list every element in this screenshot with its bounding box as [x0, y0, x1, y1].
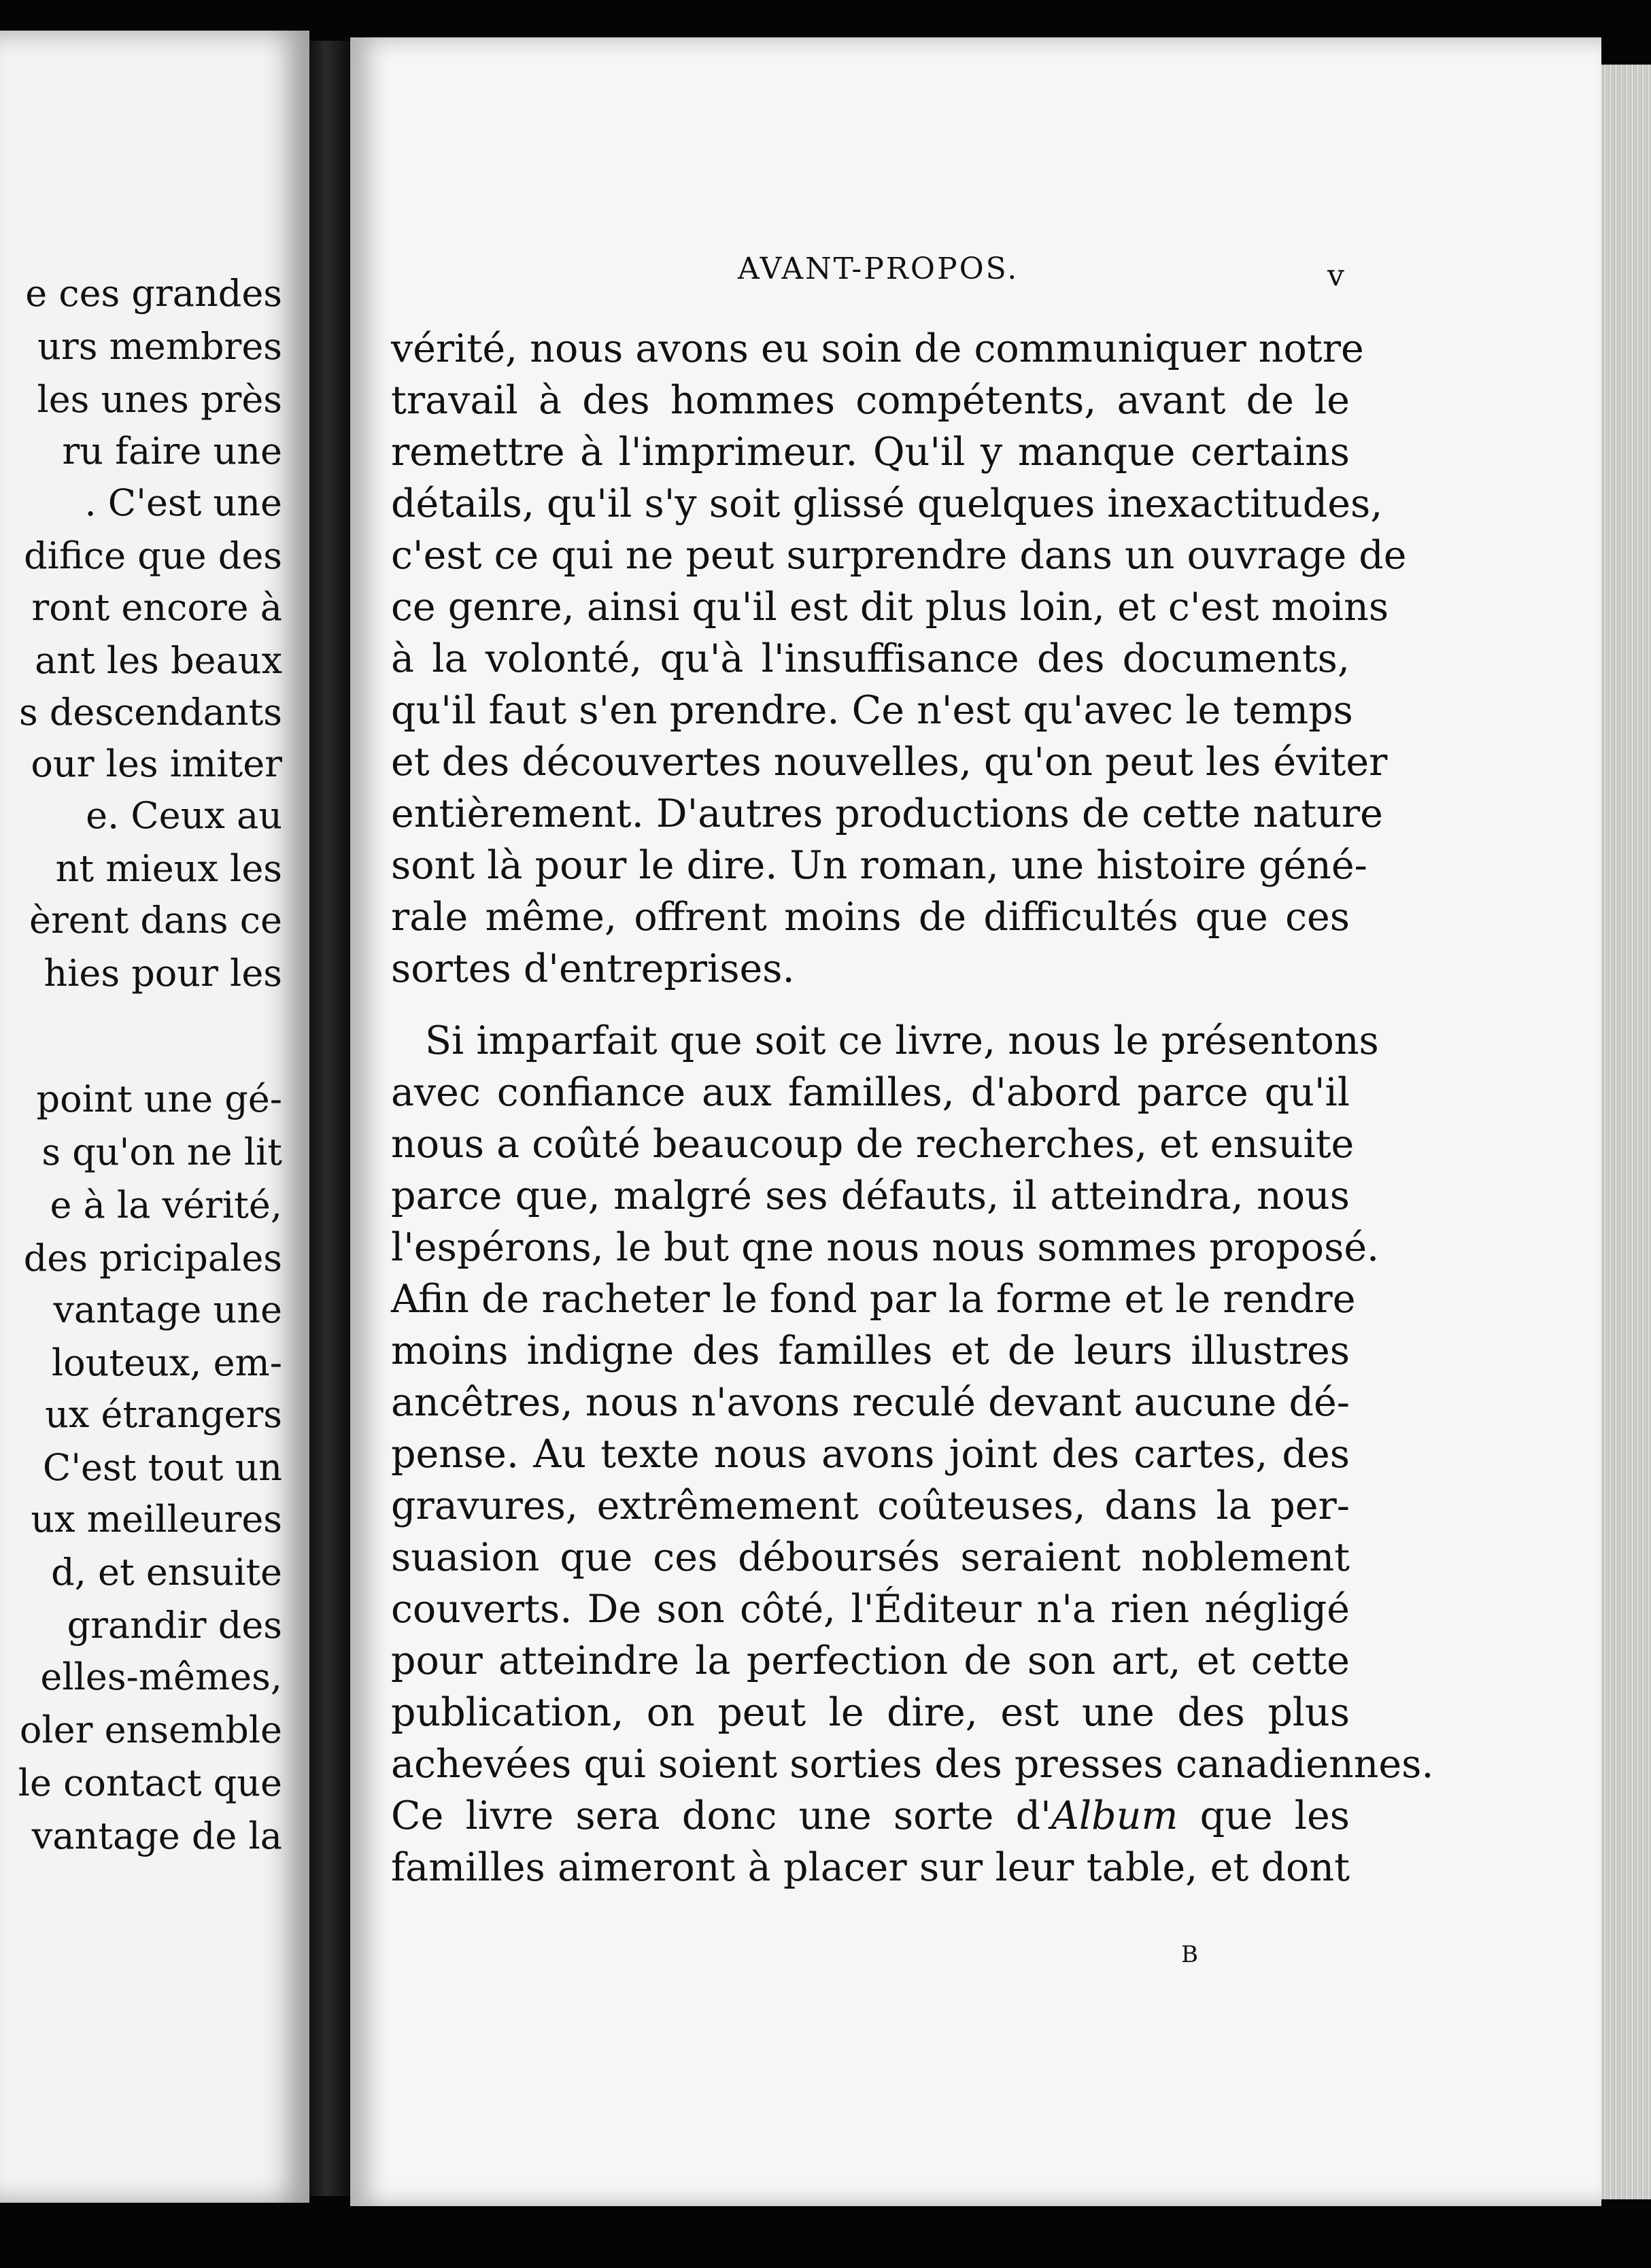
left-text-line: our les imiter — [31, 742, 282, 785]
paragraph1-line: travail à des hommes compétents, avant de le — [391, 378, 1350, 423]
running-title: AVANT-PROPOS. — [738, 252, 1019, 286]
paragraph1-line: à la volonté, qu'à l'insuffisance des documents, — [391, 636, 1350, 681]
page-edges — [1601, 65, 1651, 2199]
left-text-line: louteux, em- — [51, 1341, 282, 1384]
paragraph1-line: sont là pour le dire. Un roman, une histoire géné- — [391, 843, 1367, 888]
left-page — [0, 31, 309, 2203]
paragraph2-line: suasion que ces déboursés seraient noblement — [391, 1535, 1350, 1580]
paragraph2-line: nous a coûté beaucoup de recherches, et ensuite — [391, 1122, 1355, 1167]
left-text-line: difice que des — [24, 534, 282, 577]
left-text-line: grandir des — [67, 1604, 282, 1647]
left-text-line: vantage de la — [31, 1815, 282, 1857]
page-number: v — [1327, 258, 1346, 293]
paragraph1-line: vérité, nous avons eu soin de communiquer notre — [391, 326, 1364, 371]
left-text-line: urs membres — [37, 325, 282, 368]
paragraph2-line: familles aimeront à placer sur leur table, et dont — [391, 1845, 1350, 1890]
left-text-line: ux meilleures — [31, 1498, 282, 1541]
left-text-line: e à la vérité, — [50, 1184, 282, 1226]
left-text-line: d, et ensuite — [51, 1551, 282, 1594]
paragraph2-line: Si imparfait que soit ce livre, nous le présentons — [425, 1018, 1379, 1063]
paragraph2-line: publication, on peut le dire, est une des plus — [391, 1690, 1350, 1735]
left-text-line: s qu'on ne lit — [41, 1131, 282, 1173]
paragraph2-line — [391, 1793, 1350, 1838]
left-text-line: ux étrangers — [45, 1393, 282, 1436]
paragraph2-line: moins indigne des familles et de leurs illustres — [391, 1328, 1350, 1373]
left-text-line: ru faire une — [62, 430, 282, 472]
signature-mark: B — [1181, 1941, 1198, 1968]
paragraph2-line: pour atteindre la perfection de son art, et cette — [391, 1638, 1350, 1683]
paragraph2-line: l'espérons, le but qne nous nous sommes proposé. — [391, 1225, 1380, 1270]
left-text-line: e. Ceux au — [86, 794, 282, 837]
left-text-line: des pricipales — [23, 1237, 282, 1279]
book-gutter — [309, 41, 350, 2196]
album-word: Album — [1051, 1793, 1178, 1838]
line-start: Ce livre sera donc une sorte d' — [391, 1793, 1051, 1838]
paragraph1-line: détails, qu'il s'y soit glissé quelques inexactitudes, — [391, 481, 1383, 526]
right-page — [350, 37, 1601, 2206]
paragraph2-line: couverts. De son côté, l'Éditeur n'a rien négligé — [391, 1587, 1350, 1632]
left-text-line: elles-mêmes, — [40, 1655, 282, 1698]
paragraph2-line: Afin de racheter le fond par la forme et le rendre — [391, 1277, 1356, 1322]
left-text-line: èrent dans ce — [29, 899, 282, 942]
left-text-line: . C'est une — [84, 481, 282, 524]
paragraph2-line: gravures, extrêmement coûteuses, dans la per- — [391, 1483, 1350, 1528]
paragraph1-line: c'est ce qui ne peut surprendre dans un ouvrage de — [391, 533, 1407, 578]
left-text-line: le contact que — [18, 1762, 282, 1804]
paragraph1-line: qu'il faut s'en prendre. Ce n'est qu'avec le temps — [391, 688, 1353, 733]
paragraph1-line: ce genre, ainsi qu'il est dit plus loin, et c'est moins — [391, 585, 1389, 630]
paragraph2-line: parce que, malgré ses défauts, il atteindra, nous — [391, 1173, 1350, 1218]
left-text-line: oler ensemble — [19, 1708, 282, 1751]
paragraph2-line: pense. Au texte nous avons joint des cartes, des — [391, 1432, 1350, 1477]
paragraph1-line: sortes d'entreprises. — [391, 946, 795, 991]
paragraph1-line: remettre à l'imprimeur. Qu'il y manque certains — [391, 430, 1350, 475]
paragraph1-line: rale même, offrent moins de difficultés que ces — [391, 895, 1350, 940]
left-text-line: point une gé- — [36, 1078, 282, 1120]
paragraph1-line: entièrement. D'autres productions de cette nature — [391, 791, 1383, 836]
left-text-line: hies pour les — [44, 952, 282, 995]
paragraph2-line: achevées qui soient sorties des presses canadiennes. — [391, 1742, 1434, 1787]
left-text-line: les unes près — [37, 378, 282, 421]
left-text-line: ront encore à — [31, 586, 282, 629]
left-text-line: C'est tout un — [42, 1446, 282, 1489]
left-text-line: ant les beaux — [35, 639, 282, 682]
paragraph1-line: et des découvertes nouvelles, qu'on peut les éviter — [391, 740, 1388, 785]
left-text-line: s descendants — [18, 691, 282, 734]
line-tail: que les — [1178, 1793, 1350, 1838]
paragraph2-line: ancêtres, nous n'avons reculé devant aucune dé- — [391, 1380, 1350, 1425]
paragraph2-line: avec confiance aux familles, d'abord parce qu'il — [391, 1070, 1350, 1115]
left-text-line: vantage une — [53, 1288, 282, 1331]
left-text-line: e ces grandes — [25, 272, 282, 315]
left-text-line: nt mieux les — [55, 847, 282, 890]
